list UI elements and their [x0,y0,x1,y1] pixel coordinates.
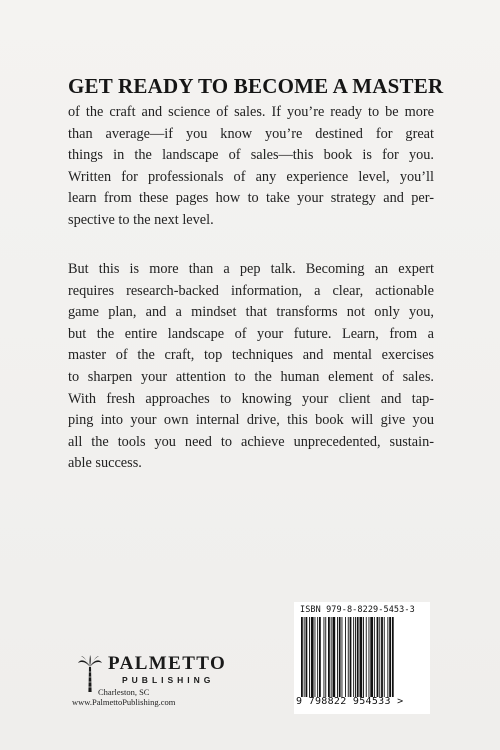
barcode-bar [353,617,354,697]
blurb-line: ping into your own internal drive, this book will give you [68,412,434,429]
publisher-logo [72,653,248,715]
barcode-bar [337,617,338,697]
barcode-bar [350,617,352,697]
blurb-line: of the craft and science of sales. If you’re ready to be more [68,104,434,120]
cover-heading: GET READY TO BECOME A MASTER [68,74,444,98]
isbn-barcode [294,602,430,714]
barcode-bar [384,617,385,697]
barcode-bar [379,617,380,697]
blurb-line: Written for professionals of any experience level, you’ll [68,168,434,185]
barcode-bars [300,617,426,697]
barcode-bar [333,617,336,697]
publisher-url: www.PalmettoPublishing.com [72,697,176,707]
barcode-bar [392,617,394,697]
barcode-bar [309,617,310,697]
barcode-bar [381,617,383,697]
blurb-line: game plan, and a mindset that transforms not only you, [68,304,434,321]
barcode-bar [370,617,373,697]
blurb-line: master of the craft, top techniques and mental exercises [68,347,434,364]
publisher-city: Charleston, SC [98,687,150,697]
barcode-bar [301,617,303,697]
barcode-bar [389,617,391,697]
barcode-bar [311,617,314,697]
barcode-bar [328,617,330,697]
blurb-paragraph-2 [68,259,434,475]
blurb-line: With fresh approaches to knowing your client and tap- [68,390,434,407]
barcode-bar [339,617,341,697]
barcode-bar [325,617,326,697]
blurb-line: learn from these pages how to take your strategy and per- [68,190,434,207]
barcode-bar [363,617,364,697]
barcode-bar [369,617,370,697]
blurb-line: spective to the next level. [68,211,214,228]
blurb-line: but the entire landscape of your future. Learn, from a [68,325,434,342]
barcode-bar [366,617,367,697]
barcode-bar [324,617,325,697]
blurb-line: to sharpen your attention to the human element of sales. [68,368,434,385]
barcode-bar [357,617,359,697]
barcode-bar [315,617,316,697]
barcode-bar [331,617,332,697]
isbn-label: ISBN 979-8-8229-5453-3 [300,605,415,615]
barcode-bar [345,617,346,697]
barcode-bar [306,617,308,697]
blurb-line: than average—if you know you’re destined for great [68,125,434,142]
barcode-bar [348,617,349,697]
barcode-bar [317,617,318,697]
barcode-bar [355,617,356,697]
blurb-line: requires research-backed information, a clear, actionable [68,282,434,299]
barcode-bar [360,617,363,697]
blurb-line: all the tools you need to achieve unprecedented, sustain- [68,433,434,450]
barcode-bar [342,617,343,697]
blurb-line: able success. [68,455,142,472]
isbn-digits: 9 798822 954533 > [296,696,404,707]
blurb-paragraph-1 [68,102,434,232]
barcode-bar [304,617,305,697]
barcode-bar [377,617,379,697]
blurb-line: But this is more than a pep talk. Becoming an expert [68,261,434,277]
barcode-bar [319,617,321,697]
barcode-bar [387,617,388,697]
barcode-bar [374,617,375,697]
blurb-line: things in the landscape of sales—this book is for you. [68,147,434,164]
publisher-name: PALMETTO [108,653,227,674]
publisher-subname: PUBLISHING [122,675,215,685]
